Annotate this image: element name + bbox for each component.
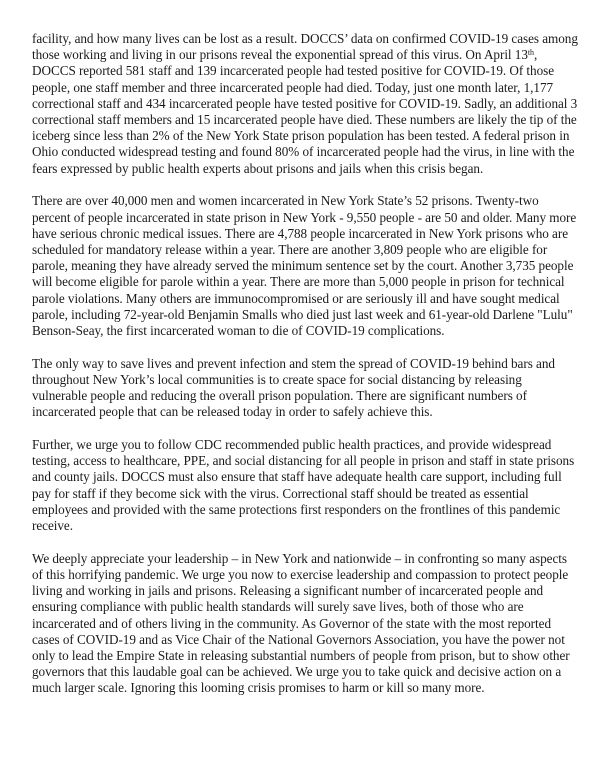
paragraph-cdc-practices: Further, we urge you to follow CDC recommended public health practices, and provide widespread testing, access to healthcare, PPE, and social distancing for all people in prison and staff in state prisons and county jails. DOCCS must also ensure that staff have adequate health care support, including full pay for staff if they become sick with the virus. Correctional staff should be treated as essential employees and provided with the same protections first responders on the frontlines of this pandemic receive. <box>32 436 575 533</box>
paragraph-1-text-b: , DOCCS reported 581 staff and 139 incarcerated people had tested positive for COVID-19. Of those people, one staff member and three incarcerated people had died. Today, just one month later, 1,177 correctional staff and 434 incarcerated people have tested positive for COVID-19. Sadly, an additional 3 correctional staff members and 15 incarcerated people have died. These numbers are likely the tip of the iceberg since less than 2% of the New York State prison population has been tested. A federal prison in Ohio conducted widespread testing and found 80% of incarcerated people had the virus, in line with the fears expressed by public health experts about prisons and jails when this crisis began. <box>32 47 578 176</box>
ordinal-suffix: th <box>527 48 534 58</box>
paragraph-1-text-a: facility, and how many lives can be lost as a result. DOCCS’ data on confirmed COVID-19 cases among those working and living in our prisons reveal the exponential spread of this virus. On April 13 <box>32 31 578 63</box>
paragraph-release-vulnerable: The only way to save lives and prevent infection and stem the spread of COVID-19 behind bars and throughout New York’s local communities is to create space for social distancing by releasing vulnerable people and reducing the overall prison population. There are significant numbers of incarcerated people that can be released today in order to safely achieve this. <box>32 355 555 420</box>
paragraph-leadership-appeal: We deeply appreciate your leadership – in New York and nationwide – in confronting so many aspects of this horrifying pandemic. We urge you now to exercise leadership and compassion to protect people living and working in jails and prisons. Releasing a significant number of incarcerated people and ensuring compliance with public health standards will surely save lives, both of those who are incarcerated and of others living in the community. As Governor of the state with the most reported cases of COVID-19 and as Vice Chair of the National Governors Association, you have the power not only to lead the Empire State in releasing substantial numbers of people from prison, but to show other governors that this laudable goal can be achieved. We urge you to take quick and decisive action on a much larger scale. Ignoring this looming crisis promises to harm or kill so many more. <box>32 550 570 696</box>
paragraph-prison-population: There are over 40,000 men and women incarcerated in New York State’s 52 prisons. Twenty-two percent of people incarcerated in state prison in New York - 9,550 people - are 50 and older. Many more have serious chronic medical issues. There are 4,788 people incarcerated in New York prisons who are scheduled for mandatory release within a year. There are another 3,809 people who are eligible for parole, meaning they have already served the minimum sentence set by the court. Another 3,735 people will become eligible for parole within a year. There are more than 5,000 people in prison for technical parole violations. Many others are immunocompromised or are seriously ill and have sought medical parole, including 72-year-old Benjamin Smalls who died just last week and 61-year-old Darlene "Lulu" Benson-Seay, the first incarcerated woman to die of COVID-19 complications. <box>32 193 577 338</box>
letter-body <box>32 31 580 713</box>
paragraph-covid-case-data <box>32 31 580 177</box>
